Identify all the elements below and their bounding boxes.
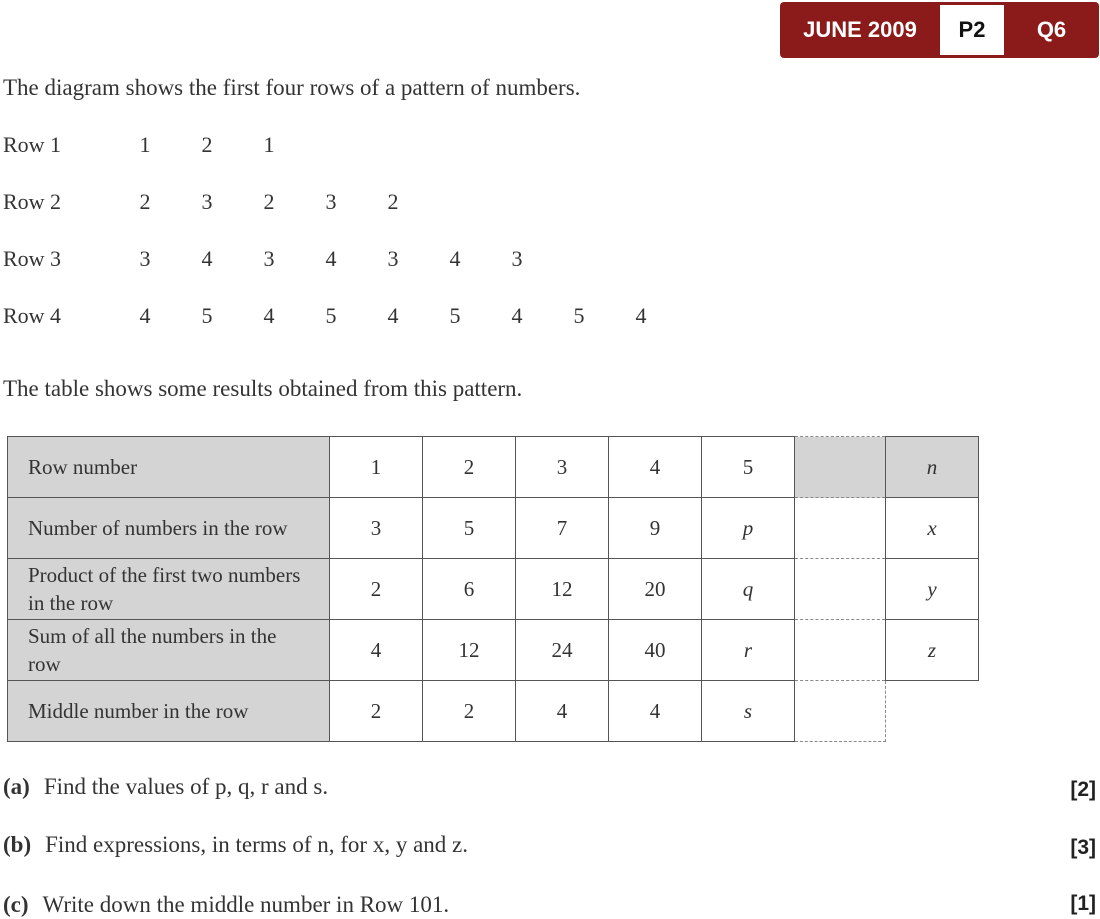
table-row — [8, 498, 979, 559]
gap-cell — [795, 437, 886, 498]
table-cell: 4 — [516, 681, 609, 742]
table-cell: z — [886, 620, 979, 681]
row-header: Row number — [8, 437, 330, 498]
empty-cell — [886, 681, 979, 742]
question-label: (c) — [3, 892, 29, 917]
table-cell: y — [886, 559, 979, 620]
question-badge — [780, 2, 1099, 58]
table-intro: The table shows some results obtained from this pattern. — [3, 376, 523, 401]
marks-a: [2] — [1070, 778, 1096, 801]
pattern-number: 4 — [263, 303, 275, 328]
pattern-number: 3 — [263, 246, 275, 271]
row-label: Row 1 — [3, 132, 62, 157]
pattern-number: 2 — [387, 189, 399, 214]
pattern-number: 1 — [139, 132, 151, 157]
pattern-number: 2 — [263, 189, 275, 214]
pattern-number: 3 — [201, 189, 213, 214]
exam-session: JUNE 2009 — [803, 17, 917, 42]
table-cell: 3 — [330, 498, 423, 559]
table-cell: 12 — [423, 620, 516, 681]
table-cell: 4 — [330, 620, 423, 681]
table-cell: 5 — [702, 437, 795, 498]
table-cell: 2 — [423, 437, 516, 498]
pattern-intro: The diagram shows the first four rows of a pattern of numbers. — [3, 75, 581, 100]
gap-cell — [795, 620, 886, 681]
pattern-number: 5 — [449, 303, 461, 328]
pattern-number: 3 — [511, 246, 523, 271]
gap-cell — [795, 498, 886, 559]
table-cell: s — [702, 681, 795, 742]
table-cell: 7 — [516, 498, 609, 559]
table-cell: 24 — [516, 620, 609, 681]
table-cell: 3 — [516, 437, 609, 498]
pattern-number: 3 — [139, 246, 151, 271]
table-cell: p — [702, 498, 795, 559]
question-text: Find expressions, in terms of n, for x, y and z. — [45, 832, 469, 857]
table-cell: 5 — [423, 498, 516, 559]
row-label: Row 3 — [3, 246, 62, 271]
marks-c: [1] — [1070, 892, 1096, 915]
gap-cell — [795, 681, 886, 742]
row-header: Number of numbers in the row — [8, 498, 330, 559]
table-row — [8, 437, 979, 498]
question-b — [3, 832, 468, 858]
table-row — [8, 681, 979, 742]
table-row — [8, 620, 979, 681]
pattern-number: 4 — [139, 303, 151, 328]
table-cell: r — [702, 620, 795, 681]
table-row — [8, 559, 979, 620]
row-label: Row 2 — [3, 189, 62, 214]
pattern-number: 2 — [139, 189, 151, 214]
pattern-number: 4 — [635, 303, 647, 328]
pattern-number: 4 — [511, 303, 523, 328]
table-cell: 2 — [423, 681, 516, 742]
pattern-number: 5 — [201, 303, 213, 328]
question-label: (a) — [3, 774, 30, 799]
pattern-number: 3 — [387, 246, 399, 271]
table-cell: 9 — [609, 498, 702, 559]
table-cell: 1 — [330, 437, 423, 498]
table-cell: 4 — [609, 681, 702, 742]
pattern-number: 4 — [325, 246, 337, 271]
question-c — [3, 892, 449, 918]
pattern-number: 4 — [387, 303, 399, 328]
pattern-number: 4 — [449, 246, 461, 271]
table-cell: 20 — [609, 559, 702, 620]
results-table — [7, 436, 979, 742]
row-header: Middle number in the row — [8, 681, 330, 742]
table-cell: q — [702, 559, 795, 620]
paper-number: P2 — [940, 5, 1004, 55]
pattern-number: 5 — [573, 303, 585, 328]
pattern-number: 4 — [201, 246, 213, 271]
row-label: Row 4 — [3, 303, 62, 328]
table-cell: 40 — [609, 620, 702, 681]
marks-b: [3] — [1070, 836, 1096, 859]
pattern-number: 5 — [325, 303, 337, 328]
table-cell: 2 — [330, 681, 423, 742]
pattern-number: 1 — [263, 132, 275, 157]
pattern-number: 3 — [325, 189, 337, 214]
table-cell: 2 — [330, 559, 423, 620]
row-header: Product of the first two numbers in the row — [8, 559, 330, 620]
gap-cell — [795, 559, 886, 620]
question-text: Write down the middle number in Row 101. — [42, 892, 450, 917]
table-cell: 4 — [609, 437, 702, 498]
question-number: Q6 — [1036, 17, 1067, 42]
row-header: Sum of all the numbers in the row — [8, 620, 330, 681]
table-cell: x — [886, 498, 979, 559]
question-a — [3, 774, 328, 800]
pattern-number: 2 — [201, 132, 213, 157]
question-text: Find the values of p, q, r and s. — [43, 774, 329, 799]
table-cell: 6 — [423, 559, 516, 620]
table-cell: 12 — [516, 559, 609, 620]
table-cell: n — [886, 437, 979, 498]
question-label: (b) — [3, 832, 32, 857]
